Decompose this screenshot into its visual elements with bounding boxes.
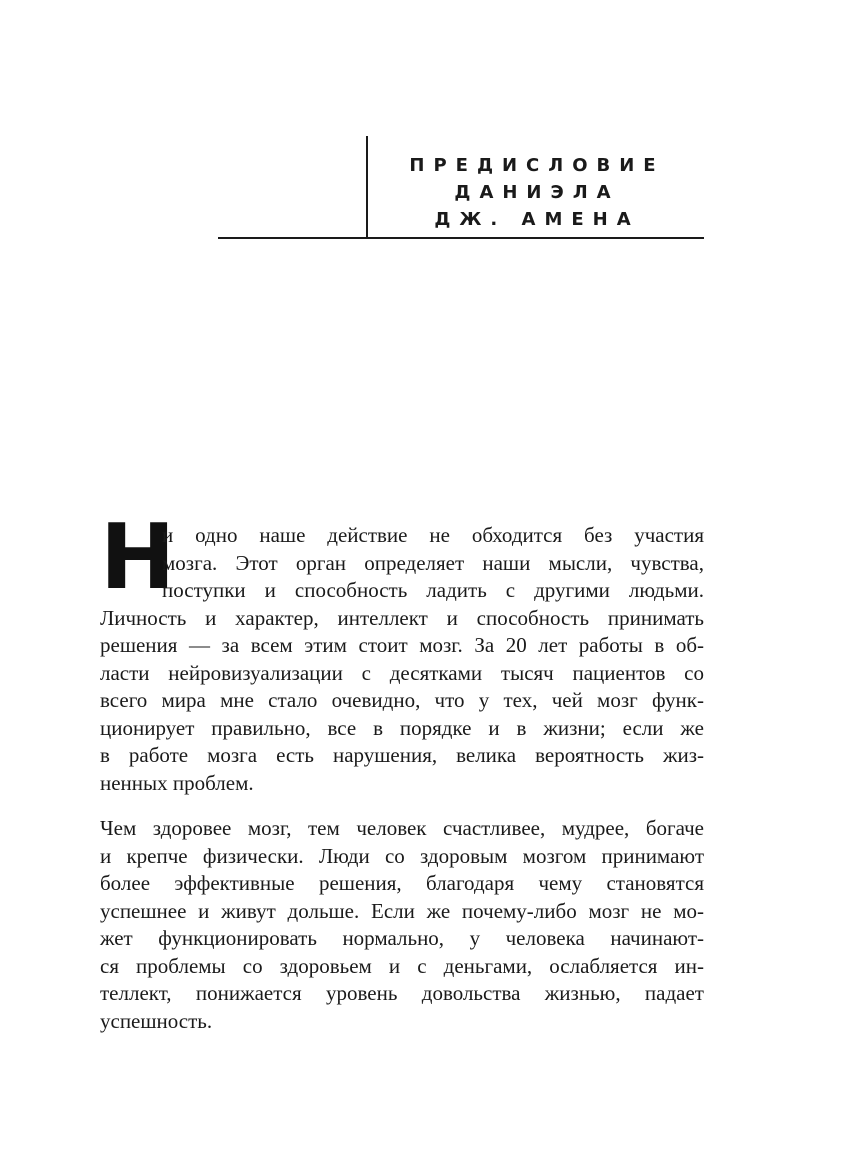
heading-vertical-rule [366, 136, 368, 239]
body-paragraph-2 [100, 815, 704, 1035]
chapter-title-line-3: ДЖ. АМЕНА [434, 209, 640, 230]
paragraph-line: ционирует правильно, все в порядке и в жизни; если же [100, 715, 704, 740]
chapter-title-line-2: ДАНИЭЛА [454, 182, 620, 203]
paragraph-line: Личность и характер, интеллект и способность принимать [100, 605, 704, 630]
paragraph-line: ненных проблем. [100, 770, 254, 795]
chapter-heading-block [218, 136, 704, 239]
paragraph-line: и одно наше действие не обходится без участия [162, 523, 704, 547]
heading-horizontal-rule [218, 237, 704, 239]
paragraph-line: мозга. Этот орган определяет наши мысли, чувства, [162, 550, 704, 575]
paragraph-line: и крепче физически. Люди со здоровым мозгом принимают [100, 843, 704, 868]
body-paragraph-1 [100, 505, 704, 797]
paragraph-line: ласти нейровизуализации с десятками тысяч пациентов со [100, 660, 704, 685]
paragraph-line: теллект, понижается уровень довольства жизнью, падает [100, 981, 704, 1005]
paragraph-line: всего мира мне стало очевидно, что у тех, чей мозг функ- [100, 688, 704, 712]
paragraph-line: решения — за всем этим стоит мозг. За 20 лет работы в об- [100, 633, 704, 657]
chapter-title-line-1: ПРЕДИСЛОВИЕ [409, 155, 665, 176]
paragraph-line: успешнее и живут дольше. Если же почему-либо мозг не мо- [100, 898, 704, 923]
paragraph-line: ся проблемы со здоровьем и с деньгами, ослабляется ин- [100, 953, 704, 978]
paragraph-line: более эффективные решения, благодаря чему становятся [100, 871, 704, 895]
chapter-title [370, 152, 704, 233]
drop-cap-letter: Н [100, 505, 176, 610]
paragraph-line: жет функционировать нормально, у человека начинают- [100, 926, 704, 950]
paragraph-line: успешность. [100, 1008, 213, 1033]
paragraph-line: Чем здоровее мозг, тем человек счастливее, мудрее, богаче [100, 816, 704, 840]
paragraph-line: поступки и способность ладить с другими людьми. [162, 578, 704, 602]
paragraph-line: в работе мозга есть нарушения, велика вероятность жиз- [100, 743, 704, 767]
